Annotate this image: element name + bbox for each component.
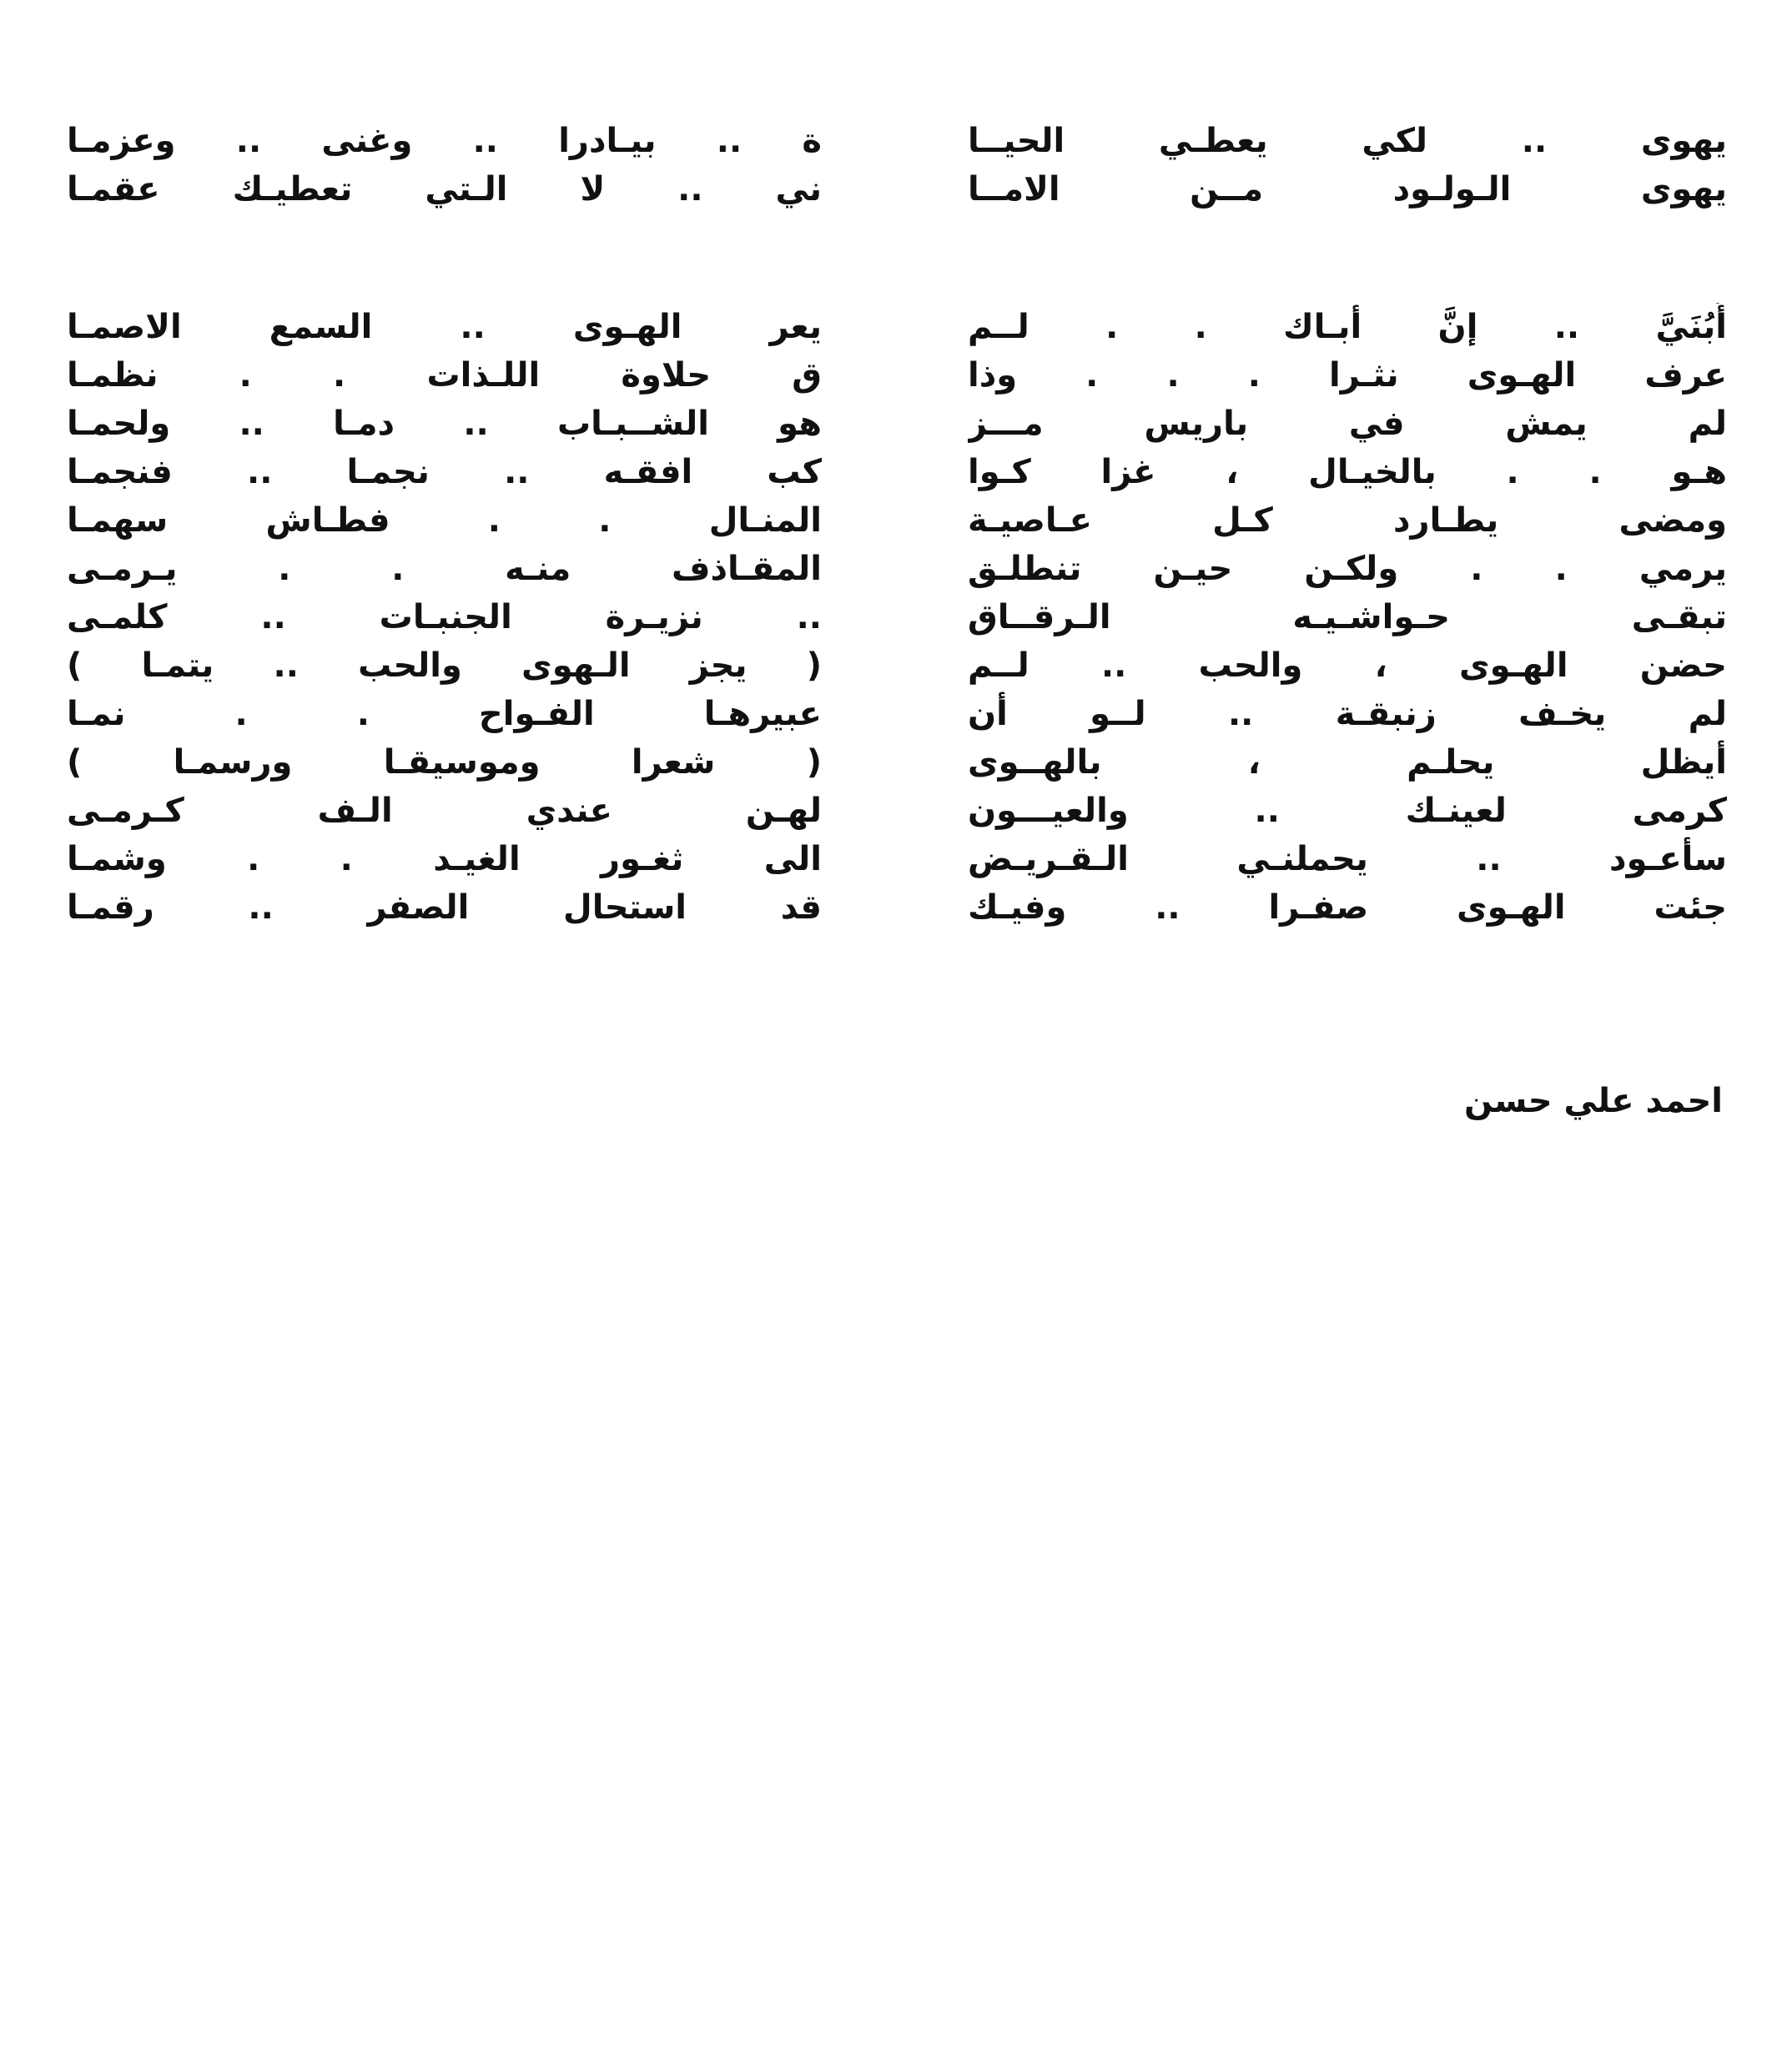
verse-line: المنـال . . فطـاش سهمـا bbox=[67, 501, 822, 540]
verse-line: لم يخـف زنبقـة .. لــو أن bbox=[968, 695, 1727, 733]
verse-line: أُبُنَيَّ .. إنَّ أبـاك . . لــم bbox=[968, 308, 1727, 346]
verse-line: تبقـى حـواشـيـه الـرقــاق bbox=[968, 598, 1727, 636]
left-top-stanza bbox=[67, 117, 822, 214]
verse-line: هـو . . بالخيـال ، غزا كـوا bbox=[968, 453, 1727, 491]
verse-line: ( يجز الـهوى والحب .. يتمـا ) bbox=[67, 646, 822, 685]
verse-line: ( شعرا وموسيقـا ورسمـا ) bbox=[67, 743, 822, 782]
verse-line: يهوى الـولـود مــن الامــا bbox=[968, 170, 1727, 209]
verse-line: عرف الهـوى نثـرا . . . وذا bbox=[968, 356, 1727, 395]
verse-line: المقـاذف منـه . . يـرمـى bbox=[67, 550, 822, 588]
verse-line: كرمى لعينـك .. والعيـــون bbox=[968, 792, 1727, 830]
verse-line: هو الشــبـاب .. دمـا .. ولحمـا bbox=[67, 405, 822, 443]
verse-line: جئت الهـوى صفـرا .. وفيـك bbox=[968, 888, 1727, 927]
verse-line: ومضى يطـارد كـل عـاصيـة bbox=[968, 501, 1727, 540]
verse-line: يهوى .. لكي يعطـي الحيــا bbox=[968, 122, 1727, 160]
verse-line: ق حلاوة اللـذات . . نظمـا bbox=[67, 356, 822, 395]
verse-line: عبيرهـا الفـواح . . نمـا bbox=[67, 695, 822, 733]
verse-line: ني .. لا الـتي تعطيـك عقمـا bbox=[67, 170, 822, 209]
verse-line: الى ثغـور الغيـد . . وشمـا bbox=[67, 840, 822, 878]
right-top-stanza bbox=[968, 117, 1727, 214]
verse-line: قد استحال الصفر .. رقمـا bbox=[67, 888, 822, 927]
right-main-stanza bbox=[968, 303, 1727, 932]
verse-line: لم يمش في باريس مـــز bbox=[968, 405, 1727, 443]
author-signature: احمد علي حسن bbox=[1464, 1082, 1723, 1120]
verse-line: ة .. بيـادرا .. وغنى .. وعزمـا bbox=[67, 122, 822, 160]
verse-line: يرمي . . ولكـن حيـن تنطلـق bbox=[968, 550, 1727, 588]
verse-line: كب افقـه .. نجمـا .. فنجمـا bbox=[67, 453, 822, 491]
verse-line: يعر الهـوى .. السمع الاصمـا bbox=[67, 308, 822, 346]
verse-line: سأعـود .. يحملنـي الـقـريـض bbox=[968, 840, 1727, 878]
verse-line: .. نزيـرة الجنبـات .. كلمـى bbox=[67, 598, 822, 636]
left-main-stanza bbox=[67, 303, 822, 932]
verse-line: حضن الهـوى ، والحب .. لــم bbox=[968, 646, 1727, 685]
verse-line: أيظل يحلـم ، بالهــوى bbox=[968, 743, 1727, 782]
verse-line: لهـن عندي الـف كـرمـى bbox=[67, 792, 822, 830]
